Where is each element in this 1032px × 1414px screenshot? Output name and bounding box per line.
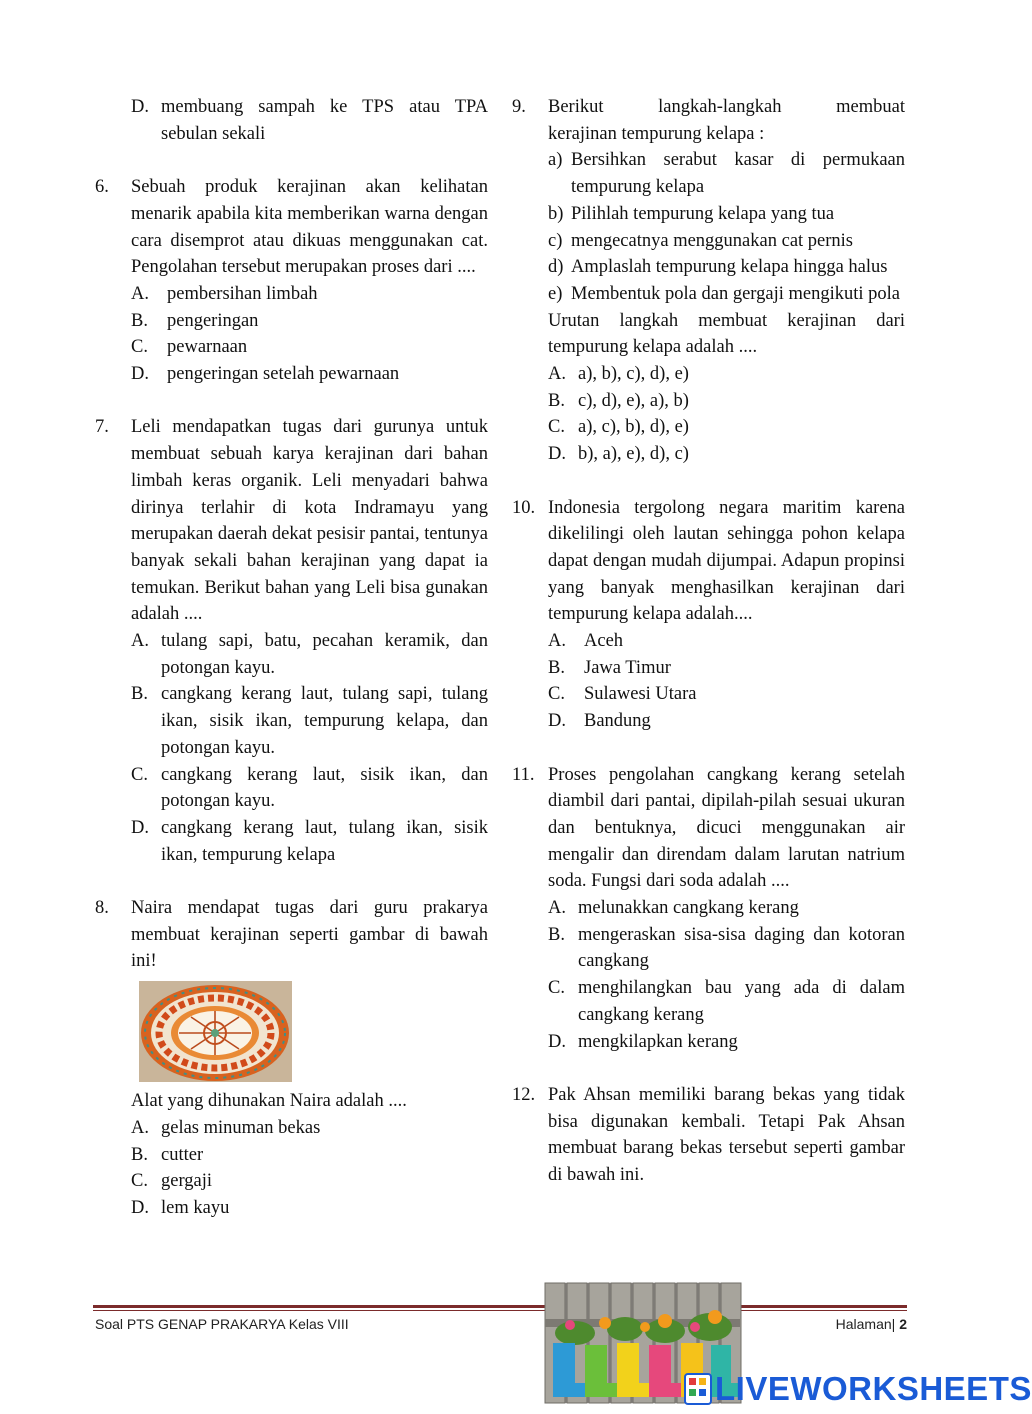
question-number: 8. (95, 898, 109, 919)
option-7a[interactable] (131, 628, 488, 681)
footer-page (836, 1316, 907, 1332)
option-9a[interactable] (548, 361, 905, 388)
liveworksheets-watermark (683, 1370, 1032, 1408)
option-text: a), c), b), d), e) (578, 417, 689, 438)
left-column (95, 94, 488, 1248)
step-label: c) (548, 230, 563, 251)
option-label: C. (548, 684, 565, 705)
option-text: cangkang kerang laut, tulang sapi, tulang ikan, sisik ikan, tempurung kelapa, dan potongan kayu. (161, 684, 488, 758)
question-stem: Sebuah produk kerajinan akan kelihatan menarik apabila kita memberikan warna dengan cara disemprot atau dikuas menggunakan cat. Pengolahan tersebut merupakan proses dari .... (131, 177, 488, 278)
question-12 (512, 1082, 905, 1189)
option-label: B. (548, 390, 565, 411)
question-stem: Indonesia tergolong negara maritim karena dikelilingi oleh lautan sehingga pohon kelapa dapat dengan mudah dijumpai. Adapun propinsi yang banyak menghasilkan kerajinan dari tempurung kelapa adalah.... (548, 497, 905, 625)
stem-word: Berikut (548, 97, 604, 117)
option-10a[interactable] (548, 628, 905, 655)
step-label: e) (548, 283, 563, 304)
option-label: D. (131, 1197, 149, 1218)
option-10c[interactable] (548, 681, 905, 708)
question-number: 9. (512, 97, 526, 117)
option-text: pewarnaan (167, 337, 248, 358)
question-number: 6. (95, 177, 109, 198)
option-text: gergaji (161, 1171, 213, 1192)
question-11 (512, 762, 905, 1056)
option-text: tulang sapi, batu, pecahan keramik, dan potongan kayu. (161, 631, 488, 678)
option-label: A. (131, 1117, 149, 1138)
question-stem: Naira mendapat tugas dari guru prakarya membuat kerajinan seperti gambar di bawah ini! (131, 898, 488, 972)
option-text: c), d), e), a), b) (578, 390, 689, 411)
option-label: C. (548, 978, 565, 999)
option-8b[interactable] (131, 1142, 488, 1169)
option-text: mengeraskan sisa-sisa daging dan kotoran cangkang (578, 924, 905, 972)
step-c (548, 228, 905, 255)
option-8a[interactable] (131, 1115, 488, 1142)
question-stem: Pak Ahsan memiliki barang bekas yang tidak bisa digunakan kembali. Tetapi Pak Ahsan membuat barang bekas tersebut seperti gambar di bawah ini. (548, 1084, 905, 1186)
option-10b[interactable] (548, 655, 905, 682)
question-7 (95, 414, 488, 868)
option-label: A. (131, 631, 149, 652)
step-label: a) (548, 150, 563, 171)
option-7d[interactable] (131, 815, 488, 868)
option-label: C. (131, 764, 148, 785)
footer-title: Soal PTS GENAP PRAKARYA Kelas VIII (95, 1316, 349, 1332)
option-7c[interactable] (131, 762, 488, 815)
question-prompt: Alat yang dihunakan Naira adalah .... (131, 1091, 407, 1112)
option-label: A. (548, 631, 566, 652)
question-6 (95, 174, 488, 388)
option-label: D. (548, 711, 566, 732)
question-number: 7. (95, 417, 109, 438)
question-stem: kerajinan tempurung kelapa : (548, 123, 765, 144)
question-stem: Proses pengolahan cangkang kerang setelah diambil dari pantai, dipilah-pilah sesuai ukuran dan bentuknya, dicuci menggunakan air mengalir dan direndam dalam larutan natrium soda. Fungsi dari soda adalah .... (548, 764, 905, 892)
option-11d[interactable] (548, 1029, 905, 1056)
option-text: cangkang kerang laut, tulang ikan, sisik ikan, tempurung kelapa (161, 817, 488, 865)
option-text: Aceh (584, 631, 624, 652)
option-6d[interactable] (131, 361, 488, 388)
option-text: Sulawesi Utara (584, 684, 697, 705)
option-label: B. (548, 657, 565, 678)
option-10d[interactable] (548, 708, 905, 735)
step-label: d) (548, 257, 564, 278)
option-6c[interactable] (131, 334, 488, 361)
option-label: D. (548, 1031, 566, 1052)
question-8 (95, 895, 488, 1222)
step-text: mengecatnya menggunakan cat pernis (571, 230, 854, 251)
option-label: C. (131, 337, 148, 358)
option-5d[interactable] (131, 94, 488, 147)
step-d (548, 254, 905, 281)
option-label: A. (131, 283, 149, 304)
option-text: melunakkan cangkang kerang (578, 898, 799, 919)
page-label: Halaman| (835, 1316, 896, 1332)
question-10 (512, 495, 905, 735)
option-7b[interactable] (131, 681, 488, 761)
option-text: pengeringan (167, 310, 259, 331)
option-text: pembersihan limbah (167, 283, 318, 304)
step-a (548, 147, 905, 200)
option-6b[interactable] (131, 308, 488, 335)
question-9 (512, 94, 905, 468)
question-5-tail (95, 94, 488, 147)
option-text: cutter (161, 1144, 204, 1165)
option-label: A. (548, 898, 566, 919)
option-text: cangkang kerang laut, sisik ikan, dan potongan kayu. (161, 764, 488, 812)
option-label: B. (548, 924, 565, 945)
option-9b[interactable] (548, 388, 905, 415)
option-text: membuang sampah ke TPS atau TPA sebulan sekali (161, 97, 488, 144)
watermark-text: LIVEWORKSHEETS (715, 1370, 1032, 1407)
option-text: gelas minuman bekas (161, 1117, 321, 1138)
step-text: Membentuk pola dan gergaji mengikuti pola (571, 283, 900, 304)
option-8c[interactable] (131, 1168, 488, 1195)
step-b (548, 201, 905, 228)
stem-word: langkah-langkah (658, 97, 782, 117)
option-11a[interactable] (548, 895, 905, 922)
option-text: pengeringan setelah pewarnaan (167, 364, 400, 385)
step-e (548, 281, 905, 308)
option-label: D. (131, 817, 149, 838)
option-text: mengkilapkan kerang (578, 1031, 738, 1052)
option-9c[interactable] (548, 414, 905, 441)
option-6a[interactable] (131, 281, 488, 308)
footer-rule-thin (93, 1310, 907, 1311)
liveworksheets-logo-icon (683, 1372, 713, 1406)
option-label: D. (131, 364, 149, 385)
option-text: Bandung (584, 711, 651, 732)
step-label: b) (548, 203, 564, 224)
question-number: 11. (512, 764, 535, 785)
option-text: lem kayu (161, 1197, 230, 1218)
stem-word: membuat (836, 97, 905, 117)
option-label: D. (548, 444, 566, 465)
page-number: 2 (899, 1316, 907, 1332)
option-label: B. (131, 310, 148, 331)
step-text: Bersihkan serabut kasar di permukaan tempurung kelapa (571, 150, 905, 198)
question-stem-line (548, 94, 905, 121)
option-text: b), a), e), d), c) (578, 444, 689, 465)
option-11b[interactable] (548, 922, 905, 975)
woven-craft-image (139, 981, 292, 1082)
option-label: D. (131, 97, 149, 117)
option-11c[interactable] (548, 975, 905, 1028)
question-prompt: Urutan langkah membuat kerajinan dari tempurung kelapa adalah .... (548, 310, 905, 358)
option-label: B. (131, 1144, 148, 1165)
footer-rule-thick (93, 1305, 907, 1308)
question-number: 10. (512, 497, 536, 518)
step-text: Amplaslah tempurung kelapa hingga halus (571, 257, 888, 278)
right-column (512, 94, 905, 1215)
option-label: C. (131, 1171, 148, 1192)
question-stem: Leli mendapatkan tugas dari gurunya untuk membuat sebuah karya kerajinan dari bahan limbah keras organik. Leli menyadari bahwa dirinya terlahir di kota Indramayu yang merupakan daerah dekat pesisir pantai, tentunya banyak sekali bahan kerajinan yang dapat ia temukan. Berikut bahan yang Leli bisa gunakan adalah .... (131, 417, 488, 625)
option-label: B. (131, 684, 148, 705)
option-label: C. (548, 417, 565, 438)
option-text: Jawa Timur (584, 657, 671, 678)
option-text: a), b), c), d), e) (578, 364, 689, 385)
step-text: Pilihlah tempurung kelapa yang tua (571, 203, 835, 224)
option-label: A. (548, 364, 566, 385)
option-9d[interactable] (548, 441, 905, 468)
option-text: menghilangkan bau yang ada di dalam cangkang kerang (578, 978, 905, 1025)
question-number: 12. (512, 1084, 536, 1105)
woven-craft-picture (139, 981, 292, 1082)
option-8d[interactable] (131, 1195, 488, 1222)
